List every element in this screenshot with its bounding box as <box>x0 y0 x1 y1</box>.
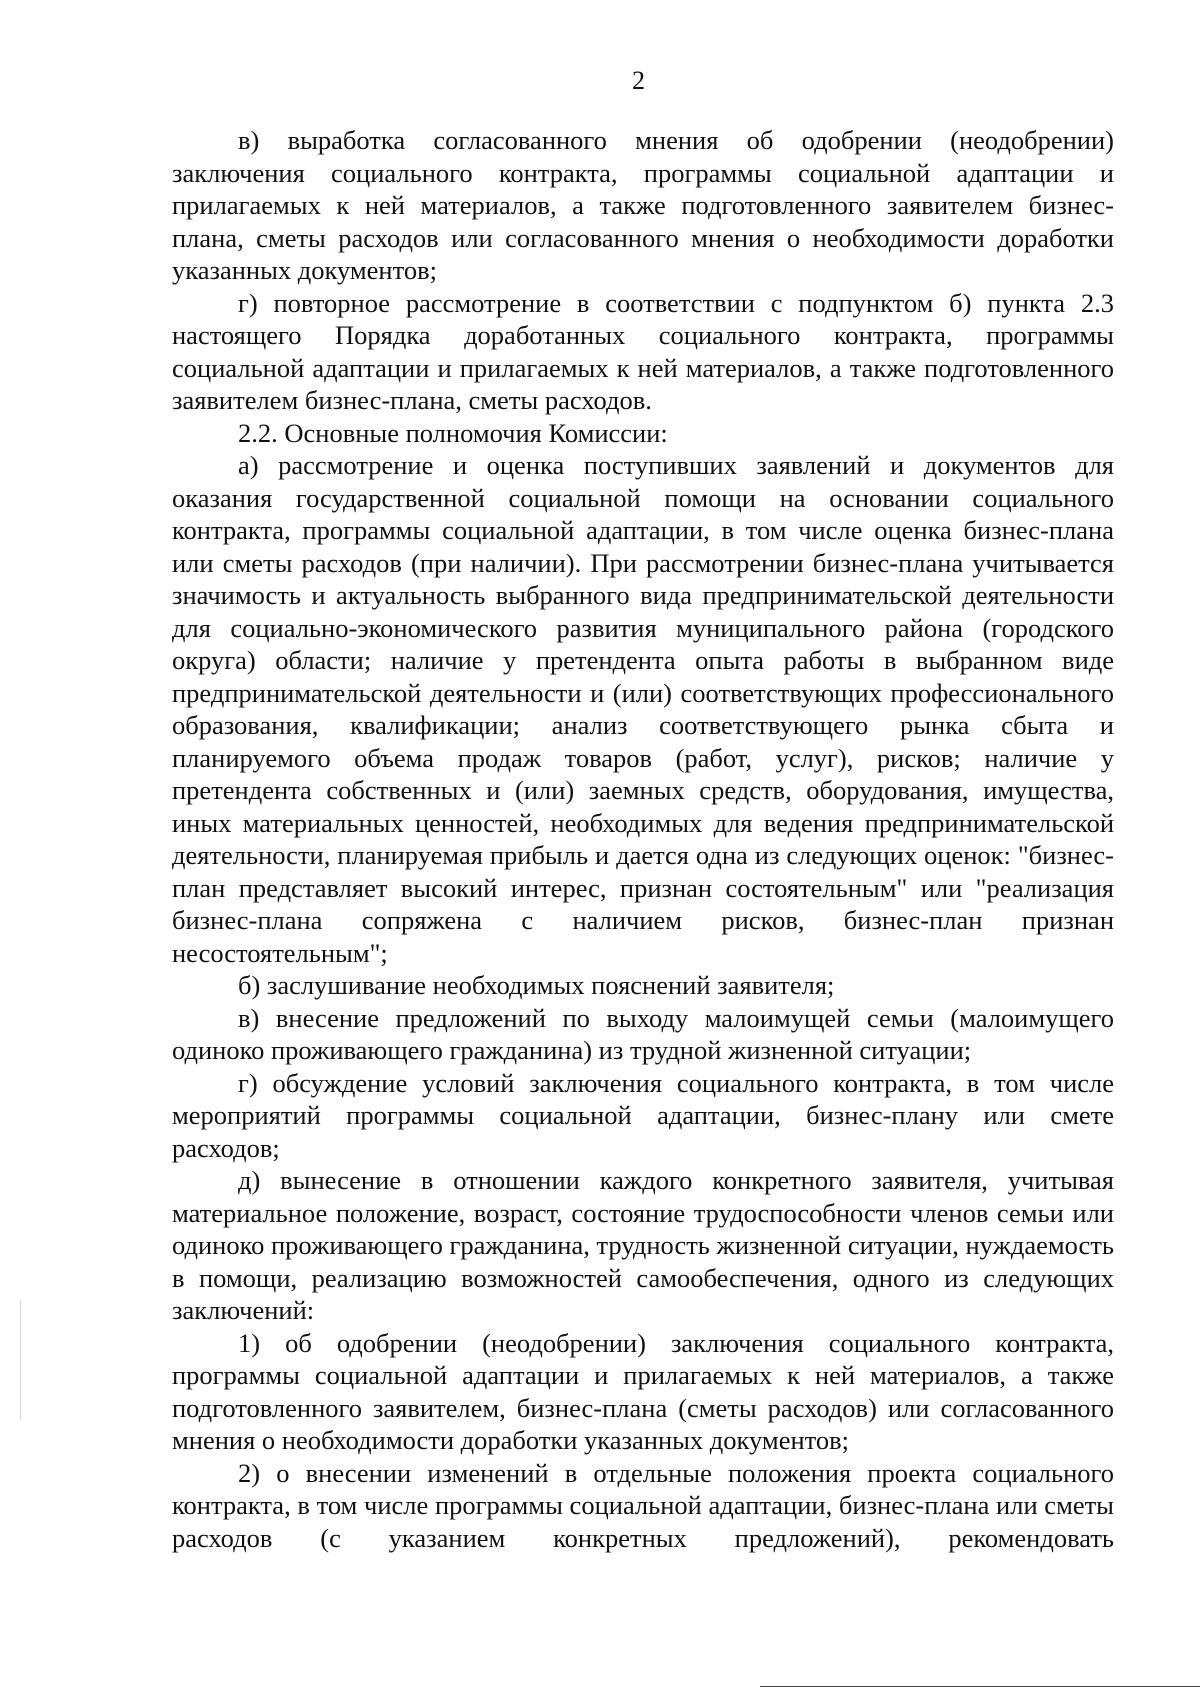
paragraph-d-vynesenie: д) вынесение в отношении каждого конкретного заявителя, учитывая материальное положение, возраст, состояние трудоспособности членов семьи или одиноко проживающего гражданина, трудность жизненной ситуации, нуждаемость в помощи, реализацию возможностей самообеспечения, одного из следующих заключений: <box>172 1165 1114 1325</box>
footer-rule <box>760 1686 1200 1687</box>
paragraph-v-vnesenie: в) внесение предложений по выходу малоимущей семьи (малоимущего одиноко проживающего гражданина) из трудной жизненной ситуации; <box>172 1002 1114 1065</box>
document-body <box>172 124 1114 1554</box>
page-number: 2 <box>632 66 645 95</box>
list-item-2-o-vnesenii: 2) о внесении изменений в отдельные положения проекта социального контракта, в том числе программы социальной адаптации, бизнес-плана или сметы расходов (с указанием конкретных предложений), рекомендовать <box>172 1457 1114 1553</box>
paragraph-v-vyrabotka: в) выработка согласованного мнения об одобрении (неодобрении) заключения социального контракта, программы социальной адаптации и прилагаемых к ней материалов, а также подготовленного заявителем бизнес-плана, сметы расходов или согласованного мнения о необходимости доработки указанных документов; <box>172 125 1114 285</box>
section-heading-2-2: 2.2. Основные полномочия Комиссии: <box>238 417 668 448</box>
scan-margin-mark <box>20 1300 21 1420</box>
paragraph-g-povtornoe: г) повторное рассмотрение в соответствии с подпунктом б) пункта 2.3 настоящего Порядка доработанных социального контракта, программы социальной адаптации и прилагаемых к ней материалов, а также подготовленного заявителем бизнес-плана, сметы расходов. <box>172 287 1114 415</box>
paragraph-a-rassmotrenie: а) рассмотрение и оценка поступивших заявлений и документов для оказания государственной социальной помощи на основании социального контракта, программы социальной адаптации, в том числе оценка бизнес-плана или сметы расходов (при наличии). При рассмотрении бизнес-плана учитывается значимость и актуальность выбранного вида предпринимательской деятельности для социально-экономического развития муниципального района (городского округа) области; наличие у претендента опыта работы в выбранном виде предпринимательской деятельности и (или) соответствующих профессионального образования, квалификации; анализ соответствующего рынка сбыта и планируемого объема продаж товаров (работ, услуг), рисков; наличие у претендента собственных и (или) заемных средств, оборудования, имущества, иных материальных ценностей, необходимых для ведения предпринимательской деятельности, планируемая прибыль и дается одна из следующих оценок: "бизнес-план представляет высокий интерес, признан состоятельным" или "реализация бизнес-плана сопряжена с наличием рисков, бизнес-план признан несостоятельным"; <box>172 450 1114 968</box>
paragraph-b-zaslushivanie: б) заслушивание необходимых пояснений заявителя; <box>238 970 835 1000</box>
paragraph-g-obsuzhdenie: г) обсуждение условий заключения социального контракта, в том числе мероприятий программы социальной адаптации, бизнес-плану или смете расходов; <box>172 1067 1114 1163</box>
list-item-1-ob-odobrenii: 1) об одобрении (неодобрении) заключения социального контракта, программы социальной адаптации и прилагаемых к ней материалов, а также подготовленного заявителем, бизнес-плана (сметы расходов) или согласованного мнения о необходимости доработки указанных документов; <box>172 1327 1114 1455</box>
